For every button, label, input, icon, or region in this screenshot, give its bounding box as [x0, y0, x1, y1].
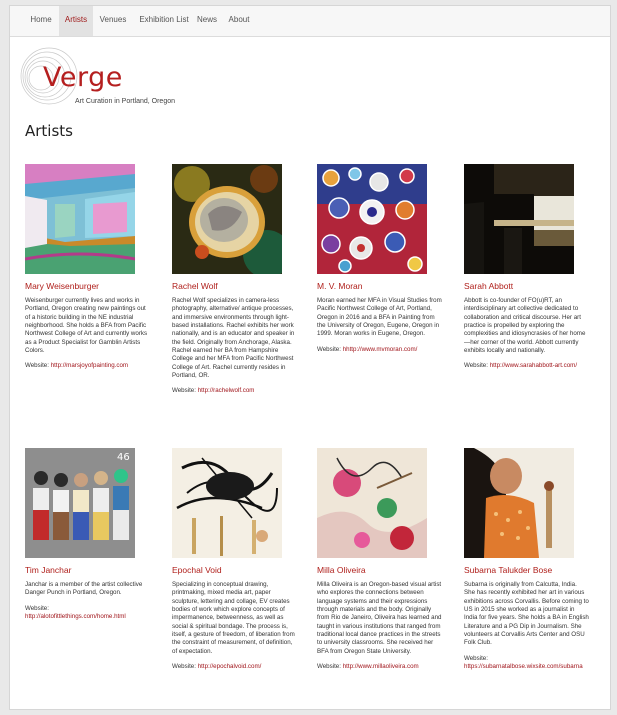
mural-painting-image[interactable]	[25, 164, 135, 274]
colorful-abstract-painting-image[interactable]	[317, 164, 427, 274]
artist-name[interactable]: Rachel Wolf	[172, 281, 218, 291]
painting-number: 46	[117, 452, 130, 463]
artist-website	[172, 387, 297, 395]
artist-bio: Abbott is co-founder of FO(u)RT, an interdisciplinary art collective dedicated to collaboration and critical discourse. Her art practice is propelled by exploring the complexities and idiosyncrasies of her home—her corner of the world. Abbott currently exhibits locally and nationally.	[464, 297, 586, 355]
mixed-media-collage-image[interactable]	[317, 448, 427, 558]
website-label: Website:	[464, 654, 488, 662]
website-label: Website:	[317, 345, 341, 353]
artist-website	[464, 362, 589, 370]
artist-website	[172, 663, 297, 671]
camera-less-photo-image[interactable]	[172, 164, 282, 274]
nav-news[interactable]: News	[196, 15, 217, 24]
artist-name[interactable]: Sarah Abbott	[464, 281, 514, 291]
artist-card	[25, 448, 150, 621]
artist-bio: Weisenburger currently lives and works in Portland, Oregon creating new paintings out of a historic building in the NE industrial neighborhood. She holds a BFA from Pacific Northwest College of Art and currently works as a Product Specialist for Gamblin Artists Colors.	[25, 297, 148, 355]
artist-website	[464, 655, 589, 671]
artist-website-link[interactable]: https://subarnatalbose.wixsite.com/subarna	[464, 662, 583, 670]
artist-bio: Rachel Wolf specializes in camera-less photography, alternative/ antique processes, and immersive environments through light-based installations. Rachel exhibits her work nationally, and is an educator and speaker in the field. Originally from Anchorage, Alaska. Rachel earned her BA from Hampshire College and her MFA from Pacific Northwest College of Art. Rachel currently resides in Portland, OR.	[172, 297, 295, 380]
artist-website	[317, 346, 442, 354]
site-title[interactable]: Verge	[43, 62, 123, 93]
ink-abstract-image[interactable]	[172, 448, 282, 558]
artist-website	[25, 362, 150, 370]
artist-bio: Specializing in conceptual drawing, printmaking, mixed media art, paper sculpture, lettering and collage, EV creates bodies of work which explore concepts of impermanence, betweenness, as well as social & spiritual bondage. The process is, itself, a gesture of freedom, of liberation from the constraint of measurement, of definition, of expectation.	[172, 581, 295, 655]
artist-website-link[interactable]: http://rachelwolf.com	[197, 387, 255, 395]
artist-website-link[interactable]: http://epochalvoid.com/	[197, 663, 262, 671]
artist-bio: Subarna is originally from Calcutta, India. She has recently exhibited her art in various exhibitions across Corvallis. Before coming to US in 2015 she worked as a journalist in India for five years. She holds a BA in English Literature and a PG Dip in Journalism. She volunteers at Corvallis Arts Center and OSU Folk Club.	[464, 581, 589, 647]
website-label: Website:	[172, 387, 196, 395]
top-navigation	[10, 6, 610, 37]
architectural-photo-image[interactable]	[464, 164, 574, 274]
artist-card	[464, 164, 589, 370]
site-tagline: Art Curation in Portland, Oregon	[75, 98, 175, 105]
artist-name[interactable]: M. V. Moran	[317, 281, 363, 291]
artist-card	[317, 448, 442, 671]
nav-venues[interactable]: Venues	[99, 15, 127, 24]
nav-home[interactable]: Home	[30, 15, 52, 24]
nav-exhibition-list[interactable]: Exhibition List	[139, 15, 189, 24]
artist-card	[25, 164, 150, 370]
artist-name[interactable]: Tim Janchar	[25, 565, 72, 575]
artist-website-link[interactable]: hhttp://www.mvmoran.com/	[342, 345, 418, 353]
nav-artists[interactable]: Artists	[59, 6, 93, 36]
artist-card	[172, 448, 297, 671]
website-label: Website:	[317, 663, 341, 671]
artist-website	[25, 605, 150, 621]
artist-website	[317, 663, 442, 671]
artist-name[interactable]: Mary Weisenburger	[25, 281, 100, 291]
artist-website-link[interactable]: http://marsjoyofpainting.com	[50, 362, 129, 370]
artist-bio: Moran earned her MFA in Visual Studies from Pacific Northwest College of Art, Portland, Oregon in 2016 and a BFA in Painting from the University of Oregon, Eugene, Oregon in 1999. Moran works in Eugene, Oregon.	[317, 297, 442, 338]
artist-card	[464, 448, 589, 671]
website-label: Website:	[25, 362, 49, 370]
artist-website-link[interactable]: http://alotofittlethings.com/home.html	[25, 612, 126, 620]
artist-bio: Janchar is a member of the artist collective Danger Punch in Portland, Oregon.	[25, 581, 143, 597]
page-container	[9, 5, 611, 710]
group-figures-painting-image[interactable]	[25, 448, 135, 558]
nav-about[interactable]: About	[228, 15, 250, 24]
artist-card	[172, 164, 297, 395]
artist-website-link[interactable]: http://www.sarahabbott-art.com/	[489, 362, 578, 370]
artist-card	[317, 164, 442, 354]
website-label: Website:	[464, 362, 488, 370]
artist-name[interactable]: Milla Oliveira	[317, 565, 366, 575]
artist-name[interactable]: Subarna Talukder Bose	[464, 565, 553, 575]
website-label: Website:	[172, 663, 196, 671]
portrait-painting-image[interactable]	[464, 448, 574, 558]
artist-name[interactable]: Epochal Void	[172, 565, 222, 575]
artist-bio: Milla Oliveira is an Oregon-based visual artist who explores the connections between language systems and their expressions through materials and the body. Originally from Rio de Janeiro, Oliveira has learned and taught in various institutions that ranged from traditional local dance practices in the streets to university classrooms. She received her BFA from Oregon State University.	[317, 581, 442, 655]
artist-website-link[interactable]: http://www.millaoliveira.com	[342, 663, 419, 671]
page-title: Artists	[25, 122, 73, 140]
website-label: Website:	[25, 604, 49, 612]
